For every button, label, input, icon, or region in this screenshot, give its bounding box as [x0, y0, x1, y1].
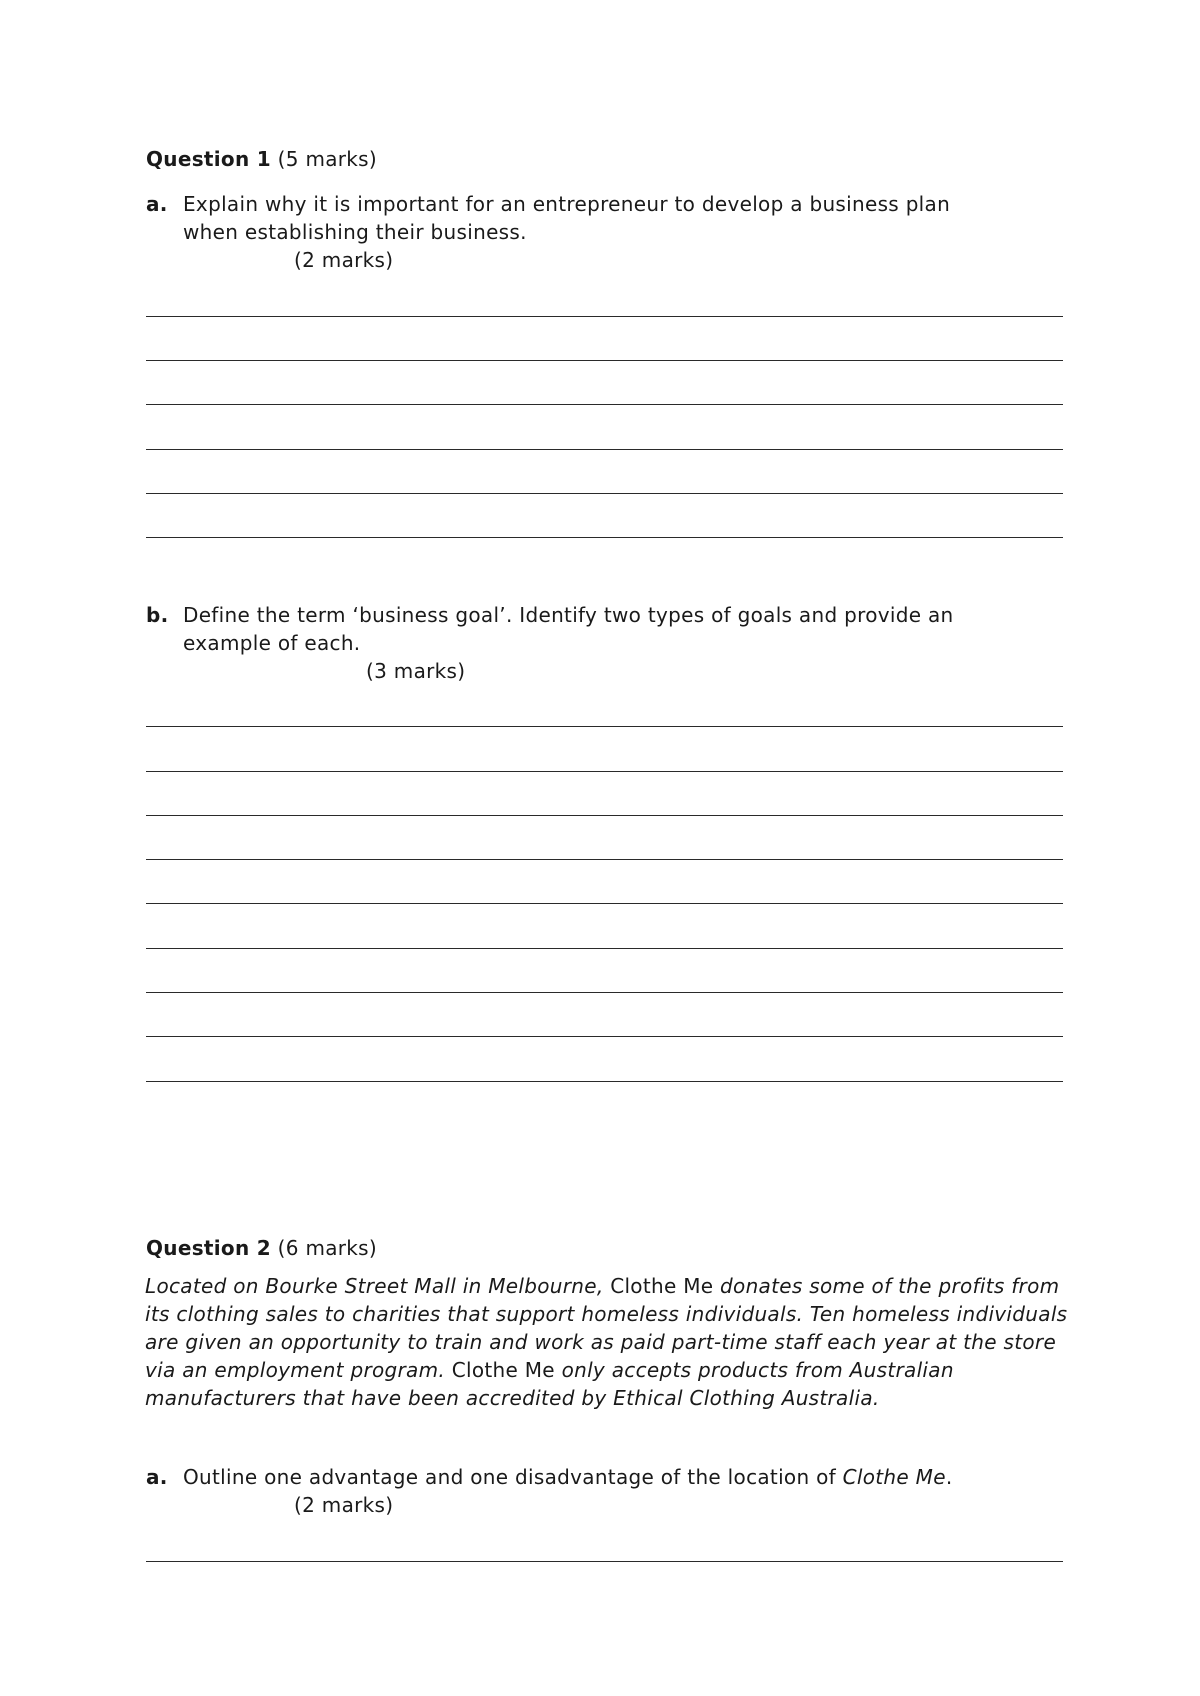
question-2-heading	[146, 1236, 377, 1260]
q1-part-b-text-line1: Define the term ‘business goal’. Identify two types of goals and provide an	[183, 603, 954, 627]
q2-part-a-letter: a.	[146, 1465, 168, 1489]
answer-line[interactable]	[146, 449, 1063, 450]
business-name: Clothe Me	[842, 1465, 946, 1489]
q2-part-a-period: .	[945, 1465, 953, 1489]
answer-line[interactable]	[146, 404, 1063, 405]
question-1-heading	[146, 147, 377, 171]
q1-part-b-marks: (3 marks)	[366, 659, 466, 683]
scenario-text-3: only accepts products from Australian manufacturers that have been accredited by Ethical Clothing Australia.	[145, 1358, 954, 1410]
scenario-paragraph	[145, 1272, 1075, 1412]
q1-part-b-text-line2: example of each.	[183, 631, 361, 655]
answer-line[interactable]	[146, 815, 1063, 816]
answer-line[interactable]	[146, 1561, 1063, 1562]
scenario-text-1: Located on Bourke Street Mall in Melbourne,	[145, 1274, 604, 1298]
answer-line[interactable]	[146, 537, 1063, 538]
answer-line[interactable]	[146, 360, 1063, 361]
q1-part-b-letter: b.	[146, 603, 169, 627]
answer-line[interactable]	[146, 992, 1063, 993]
q1-part-a-text-line2: when establishing their business.	[183, 220, 527, 244]
answer-line[interactable]	[146, 726, 1063, 727]
question-1-label: Question 1	[146, 147, 271, 171]
q1-part-a-text-line1: Explain why it is important for an entrepreneur to develop a business plan	[183, 192, 951, 216]
answer-line[interactable]	[146, 1036, 1063, 1037]
answer-line[interactable]	[146, 859, 1063, 860]
question-1-marks: (5 marks)	[277, 147, 378, 171]
answer-line[interactable]	[146, 771, 1063, 772]
q2-part-a-question: Outline one advantage and one disadvantage of the location of	[183, 1465, 843, 1489]
question-2-marks: (6 marks)	[277, 1236, 378, 1260]
answer-line[interactable]	[146, 948, 1063, 949]
answer-line[interactable]	[146, 493, 1063, 494]
business-name: Clothe Me	[603, 1274, 721, 1298]
answer-line[interactable]	[146, 316, 1063, 317]
q1-part-a-letter: a.	[146, 192, 168, 216]
scenario-text-2: donates some of the profits from its clothing sales to charities that support homeless individuals. Ten homeless individuals are given an opportunity to train and work as paid part-time staff each year at the store via an employment program.	[145, 1274, 1068, 1382]
q2-part-a-text	[183, 1465, 953, 1489]
question-2-label: Question 2	[146, 1236, 271, 1260]
q1-part-a-marks: (2 marks)	[294, 248, 394, 272]
answer-line[interactable]	[146, 903, 1063, 904]
business-name: Clothe Me	[445, 1358, 562, 1382]
q2-part-a-marks: (2 marks)	[294, 1493, 394, 1517]
answer-line[interactable]	[146, 1081, 1063, 1082]
